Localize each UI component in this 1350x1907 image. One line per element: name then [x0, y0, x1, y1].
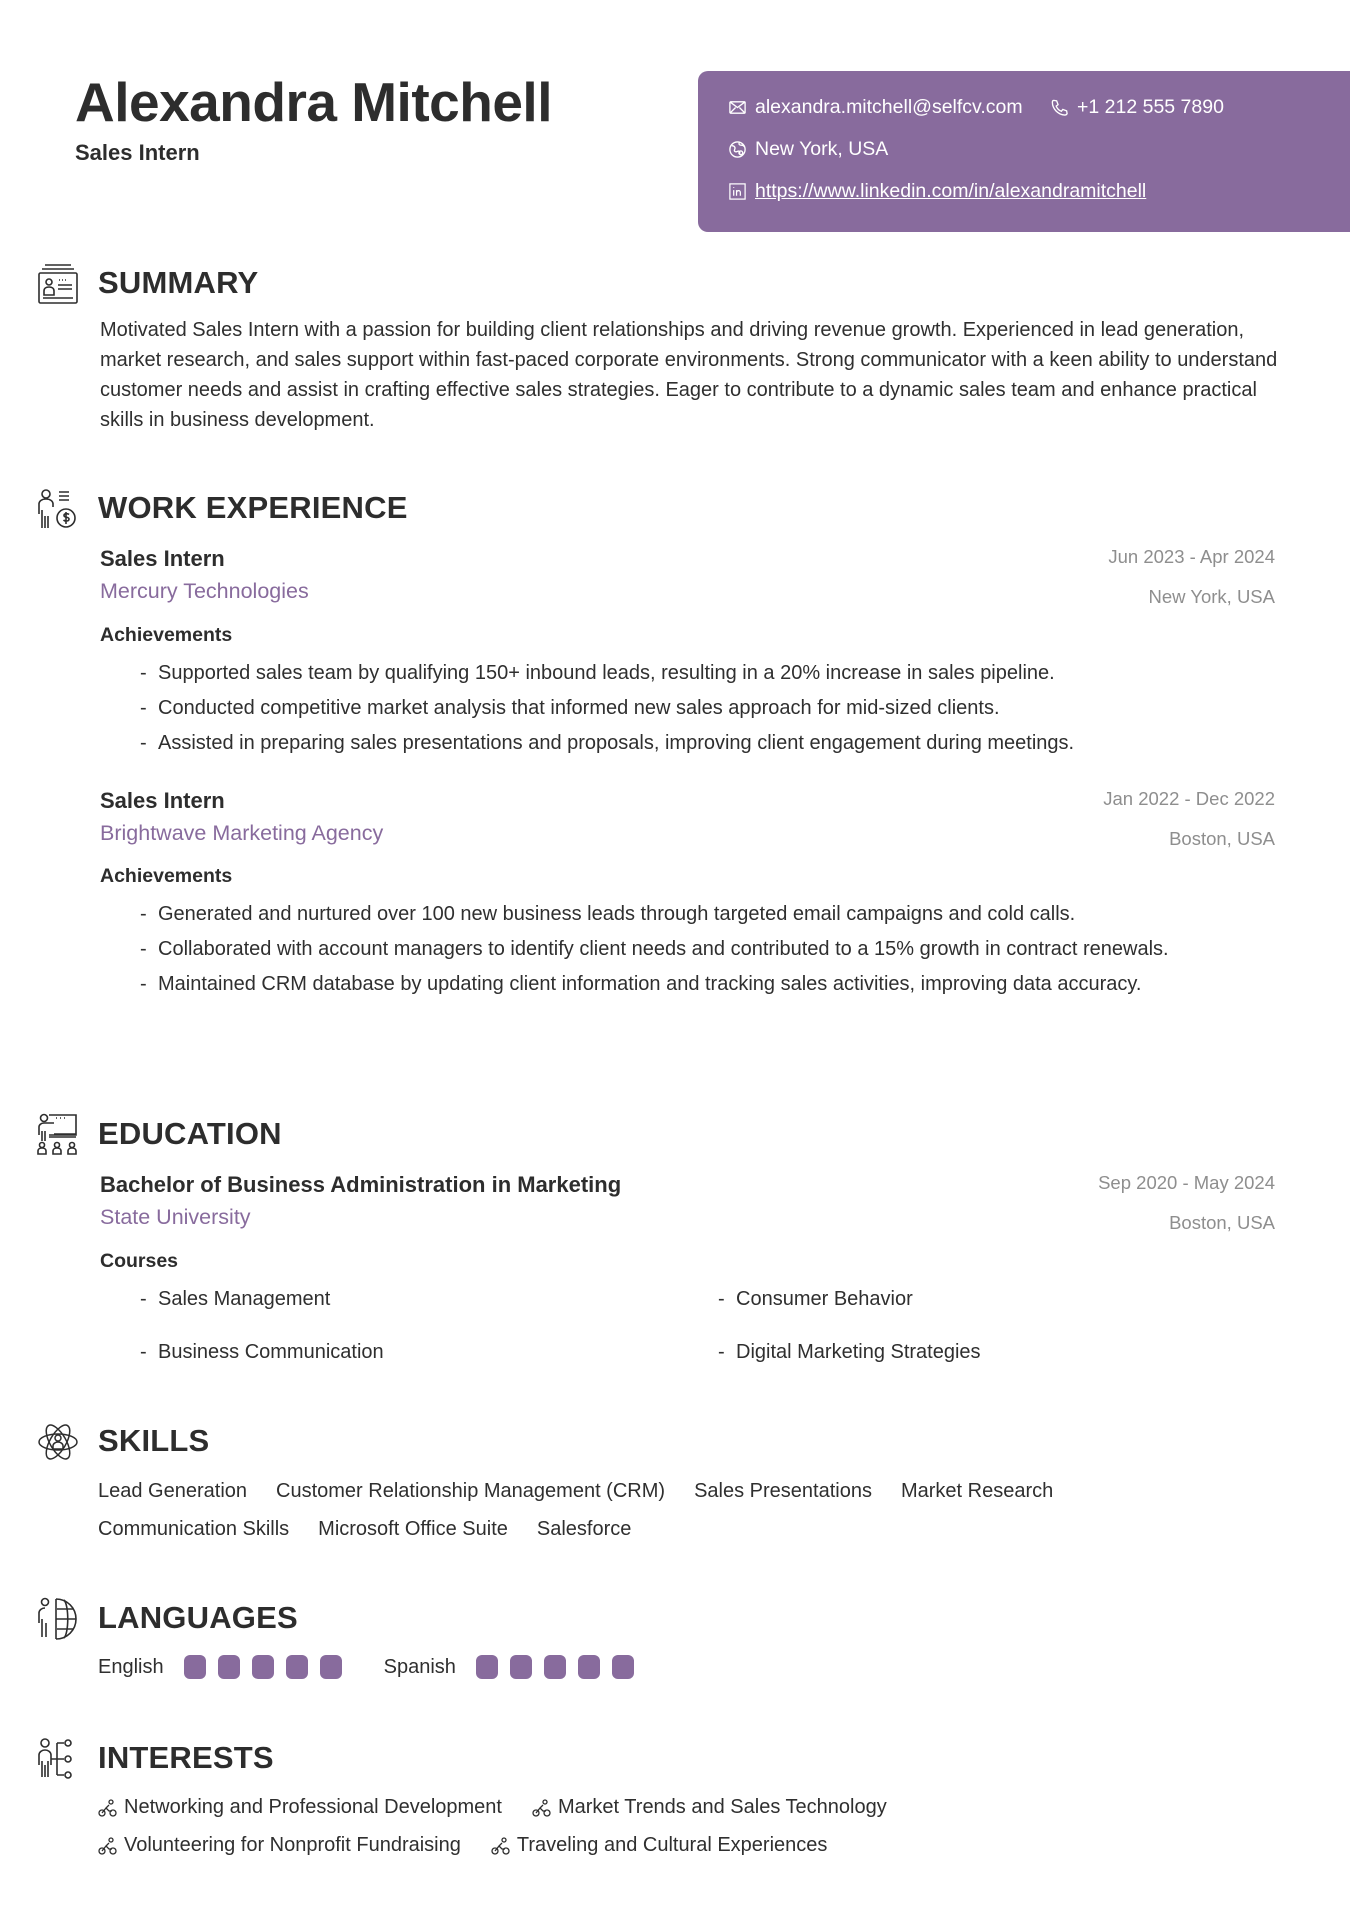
- company-name: Mercury Technologies: [100, 579, 309, 603]
- interests-heading: INTERESTS: [98, 1740, 274, 1775]
- achievement-item: - Supported sales team by qualifying 150+ inbound leads, resulting in a 20% increase in sales pipeline.: [140, 658, 1220, 688]
- level-dot: [286, 1655, 308, 1679]
- envelope-icon: [728, 98, 747, 117]
- skill-item: Salesforce: [536, 1518, 632, 1540]
- interest-text: Volunteering for Nonprofit Fundraising: [124, 1834, 461, 1856]
- cyclist-icon: [491, 1836, 511, 1856]
- language-level-spanish: [476, 1655, 634, 1679]
- skill-item: Lead Generation: [98, 1480, 248, 1502]
- summary-text: Motivated Sales Intern with a passion for building client relationships and driving revenue growth. Experienced in lead generation, market research, and sales support within fast-paced corporate environments. Strong communicator with a keen ability to understand customer needs and assist in crafting effective sales strategies. Eager to contribute to a dynamic sales team and enhance practical skills in business development.: [100, 319, 1278, 431]
- interest-item: [98, 1834, 461, 1857]
- contact-panel: [698, 71, 1350, 232]
- contact-linkedin: [728, 180, 1146, 203]
- work-heading: WORK EXPERIENCE: [98, 490, 408, 525]
- phone-text: +1 212 555 7890: [1077, 96, 1224, 118]
- course-item: - Digital Marketing Strategies: [718, 1341, 981, 1364]
- id-card-icon: [36, 262, 80, 306]
- contact-phone: [1050, 96, 1224, 119]
- worker-money-icon: [36, 488, 80, 532]
- job-location: Boston, USA: [1169, 828, 1275, 849]
- skills-heading: SKILLS: [98, 1423, 210, 1458]
- interest-text: Networking and Professional Development: [124, 1796, 502, 1818]
- cyclist-icon: [532, 1798, 552, 1818]
- interest-item: [491, 1834, 828, 1857]
- classroom-icon: [36, 1113, 80, 1157]
- job-dates: Jun 2023 - Apr 2024: [1108, 546, 1275, 567]
- achievement-item: - Maintained CRM database by updating client information and tracking sales activities, improving data accuracy.: [140, 969, 1220, 999]
- location-text: New York, USA: [755, 138, 889, 160]
- interest-text: Market Trends and Sales Technology: [557, 1796, 887, 1818]
- job-title: Sales Intern: [100, 788, 225, 813]
- level-dot: [252, 1655, 274, 1679]
- skills-row: [98, 1518, 631, 1541]
- interests-row: [98, 1834, 827, 1857]
- school-name: State University: [100, 1205, 251, 1229]
- level-dot: [544, 1655, 566, 1679]
- course-item: - Business Communication: [140, 1341, 384, 1364]
- language-name: Spanish: [383, 1655, 456, 1678]
- level-dot: [476, 1655, 498, 1679]
- skill-item: Microsoft Office Suite: [318, 1518, 508, 1540]
- achievements-list: [140, 658, 1220, 763]
- skill-item: Sales Presentations: [694, 1480, 872, 1502]
- level-dot: [510, 1655, 532, 1679]
- interests-row: [98, 1796, 887, 1819]
- language-name: English: [98, 1655, 164, 1678]
- interest-item: [98, 1796, 502, 1819]
- summary-heading: SUMMARY: [98, 265, 259, 300]
- candidate-title: Sales Intern: [75, 140, 200, 165]
- person-network-icon: [36, 1737, 80, 1781]
- interest-text: Traveling and Cultural Experiences: [516, 1834, 828, 1856]
- contact-email: [728, 96, 1023, 119]
- level-dot: [320, 1655, 342, 1679]
- person-globe-icon: [36, 1597, 80, 1641]
- phone-icon: [1050, 98, 1069, 117]
- course-item: - Sales Management: [140, 1288, 330, 1311]
- language-level-english: [184, 1655, 342, 1679]
- languages-row: [98, 1655, 676, 1679]
- contact-location: [728, 138, 888, 161]
- globe-icon: [728, 140, 747, 159]
- level-dot: [184, 1655, 206, 1679]
- interest-item: [532, 1796, 887, 1819]
- courses-label: Courses: [100, 1250, 179, 1272]
- skill-item: Market Research: [900, 1480, 1054, 1502]
- candidate-name: Alexandra Mitchell: [75, 71, 552, 133]
- job-dates: Jan 2022 - Dec 2022: [1103, 788, 1275, 809]
- achievement-item: - Assisted in preparing sales presentations and proposals, improving client engagement during meetings.: [140, 728, 1220, 758]
- cyclist-icon: [98, 1798, 118, 1818]
- job-location: New York, USA: [1148, 586, 1275, 607]
- education-dates: Sep 2020 - May 2024: [1098, 1172, 1275, 1193]
- achievements-label: Achievements: [100, 865, 233, 887]
- achievements-list: [140, 899, 1220, 1004]
- skill-item: Customer Relationship Management (CRM): [276, 1480, 666, 1502]
- level-dot: [218, 1655, 240, 1679]
- course-item: - Consumer Behavior: [718, 1288, 913, 1311]
- skills-row: [98, 1480, 1053, 1503]
- cyclist-icon: [98, 1836, 118, 1856]
- languages-heading: LANGUAGES: [98, 1600, 298, 1635]
- company-name: Brightwave Marketing Agency: [100, 821, 384, 845]
- linkedin-icon: [728, 182, 747, 201]
- job-title: Sales Intern: [100, 546, 225, 571]
- achievements-label: Achievements: [100, 624, 233, 646]
- achievement-item: - Conducted competitive market analysis that informed new sales approach for mid-sized clients.: [140, 693, 1220, 723]
- level-dot: [612, 1655, 634, 1679]
- atom-person-icon: [36, 1420, 80, 1464]
- skill-item: Communication Skills: [98, 1518, 290, 1540]
- achievement-item: - Generated and nurtured over 100 new business leads through targeted email campaigns and cold calls.: [140, 899, 1220, 929]
- education-location: Boston, USA: [1169, 1212, 1275, 1233]
- linkedin-link[interactable]: https://www.linkedin.com/in/alexandramitchell: [755, 180, 1147, 202]
- achievement-item: - Collaborated with account managers to identify client needs and contributed to a 15% growth in contract renewals.: [140, 934, 1220, 964]
- email-text[interactable]: alexandra.mitchell@selfcv.com: [755, 96, 1023, 118]
- level-dot: [578, 1655, 600, 1679]
- degree-title: Bachelor of Business Administration in Marketing: [100, 1172, 622, 1197]
- education-heading: EDUCATION: [98, 1116, 282, 1151]
